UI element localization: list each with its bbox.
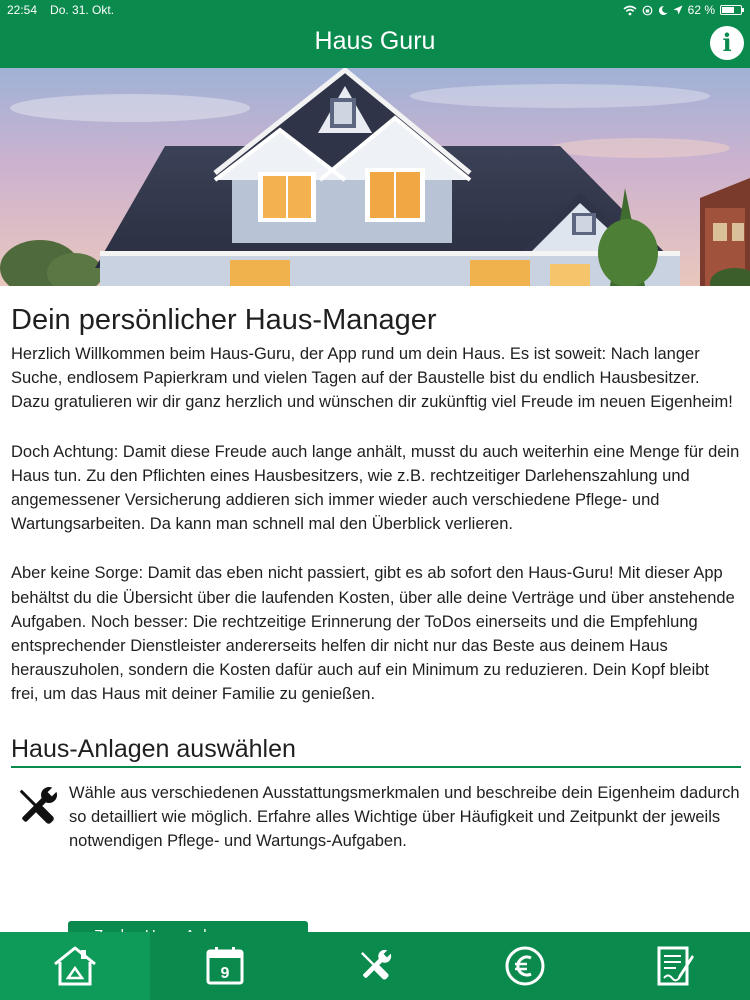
main-content	[11, 286, 741, 853]
moon-icon	[658, 5, 668, 16]
status-time: 22:54	[7, 3, 38, 17]
section-description: Wähle aus verschiedenen Ausstattungsmerkmalen und beschreibe dein Eigenheim dadurch so detailliert wie möglich. Erfahre alles Wichtige über Häufigkeit und Zeitpunkt der jeweils notwendigen Pflege- und Wartungs-Aufgaben.	[69, 783, 740, 851]
battery-icon	[720, 5, 742, 15]
intro-paragraph: Doch Achtung: Damit diese Freude auch lange anhält, musst du auch weiterhin eine Menge für dein Haus tun. Zu den Pflichten eines Hausbesitzers, wie z.B. rechtzeitiger Darlehenszahlung und angemessener Versicherung addieren sich immer wieder auch verschiedene Pflege- und Wartungsarbeiten. Da kann man schnell mal den Überblick verlieren.	[11, 442, 740, 534]
contract-icon	[654, 945, 696, 987]
tools-icon	[354, 945, 396, 987]
battery-percent: 62 %	[687, 3, 715, 17]
tab-costs[interactable]	[450, 932, 600, 1000]
info-button[interactable]	[710, 26, 744, 60]
home-icon	[51, 944, 99, 988]
info-icon: i	[722, 28, 732, 57]
status-bar	[0, 0, 750, 20]
page-title: Dein persönlicher Haus-Manager	[11, 304, 437, 336]
house-illustration	[0, 68, 750, 286]
status-date: Do. 31. Okt.	[50, 3, 115, 17]
nav-bar	[0, 20, 750, 68]
tab-tools[interactable]	[300, 932, 450, 1000]
calendar-day: 9	[220, 965, 230, 982]
location-icon	[673, 5, 683, 15]
tab-home[interactable]	[0, 932, 150, 1000]
section-row	[11, 781, 741, 854]
euro-icon	[504, 945, 546, 987]
calendar-icon	[204, 945, 246, 987]
tools-icon	[11, 781, 63, 833]
tab-calendar[interactable]	[150, 932, 300, 1000]
app-title: Haus Guru	[314, 27, 436, 55]
orientation-lock-icon	[642, 5, 653, 16]
hero-image	[0, 68, 750, 286]
wifi-icon	[623, 5, 637, 16]
tab-contracts[interactable]	[600, 932, 750, 1000]
intro-paragraph: Herzlich Willkommen beim Haus-Guru, der App rund um dein Haus. Es ist soweit: Nach langer Suche, endlosem Papierkram und vielen Tagen auf der Baustelle bist du endlich Hausbesitzer. Dazu gratulieren wir dir ganz herzlich und wünschen dir zukünftig viel Freude im neuen Eigenheim!	[11, 345, 733, 412]
section-title: Haus-Anlagen auswählen	[11, 735, 741, 768]
tab-bar	[0, 932, 750, 1000]
intro-paragraph: Aber keine Sorge: Damit das eben nicht passiert, gibt es ab sofort den Haus-Guru! Mit dieser App behältst du die Übersicht über die laufenden Kosten, über alle deine Verträge und über anstehende Aufgaben. Noch besser: Die rechtzeitige Erinnerung der ToDos einerseits und die Empfehlung entsprechender Dienstleister andererseits helfen dir nicht nur das Beste aus deinem Haus herauszuholen, sondern die Kosten dafür auch auf ein Minimum zu reduzieren. Dein Kopf bleibt frei, um das Haus mit deiner Familie zu genießen.	[11, 564, 735, 704]
status-indicators	[623, 3, 742, 17]
